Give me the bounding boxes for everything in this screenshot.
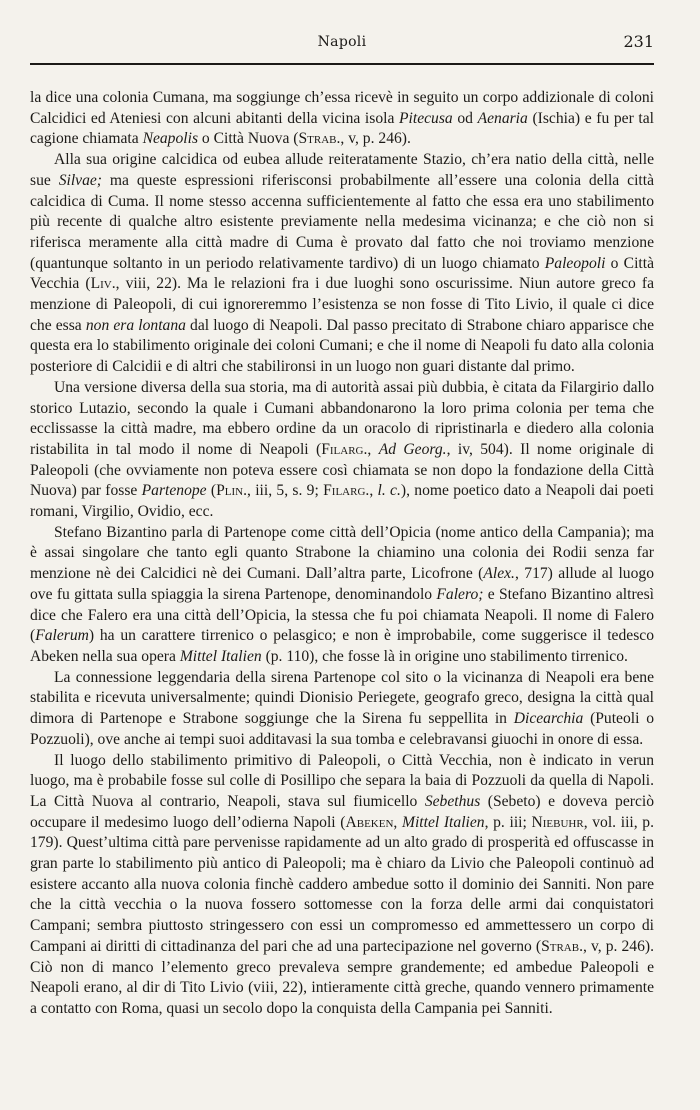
italic-text: Ad Georg.	[378, 440, 447, 458]
text-run: ,	[367, 440, 379, 458]
italic-text: l. c.	[377, 482, 401, 500]
text-run: , v, p. 246). Ciò non di manco l’elemento greco prevaleva sempre grandemente; ed ambedue Paleopoli e Neapoli erano, al dir di Tito Livio (viii, 22), intieramente città greche, quando vennero primamente a contatto con Roma, quasi un secolo dopo la conquista della Campania pei Sanniti.	[30, 937, 654, 1017]
paragraph	[30, 751, 654, 1020]
text-run: ,	[393, 813, 402, 831]
italic-text: non era lontana	[85, 316, 186, 334]
small-caps-text: Plin.	[216, 482, 248, 500]
text-run: (Ischia) e fu per tal cagione chiamata	[30, 109, 654, 148]
small-caps-text: Abeken	[345, 813, 394, 831]
body-text	[30, 88, 654, 1020]
text-run: o Città Vecchia (	[30, 254, 654, 293]
text-run: ) ha un carattere tirrenico o pelasgico; e non è improbabile, come suggerisce il tedesco Abeken nella sua opera	[30, 627, 654, 665]
small-caps-text: Strab.	[541, 937, 583, 955]
paragraph	[30, 668, 654, 751]
italic-text: Pitecusa	[399, 109, 453, 127]
italic-text: Falero;	[436, 585, 484, 603]
page-number: 231	[623, 32, 654, 51]
text-run: dal luogo di Neapoli. Dal passo precitato di Strabone chiaro apparisce che questa era lo stabilimento originale dei coloni Cumani; e che il nome di Neapoli fu dato alla colonia posteriore di Calcidii e di altri che stabilironsi in un luogo non guari distante dal primo.	[30, 316, 655, 376]
italic-text: Silvae;	[58, 171, 102, 189]
text-run: , vol. iii, p. 179). Quest’ultima città pare pervenisse rapidamente ad un alto grado di prosperità ed offuscasse in gran parte lo stabilimento più antico di Paleopoli; ma è chiaro da Livio che Paleopoli continuò ad esistere accanto alla nuova colonia finchè caddero ambedue sotto il dominio dei Sanniti. Non pare che la città vecchia o la nuova fossero sottomesse con la forza delle armi dai conquistatori Campani; sembra piuttosto stringessero con essi un compromesso ed ammettessero un corpo di Campani ai diritti di cittadinanza del pari che ad una partecipazione nel governo (	[30, 813, 654, 955]
italic-text: Aenaria	[477, 109, 528, 127]
text-run: , p. iii;	[484, 813, 532, 831]
running-title: Napoli	[317, 34, 367, 50]
italic-text: Mittel Italien	[401, 813, 485, 831]
text-run: (	[206, 482, 217, 500]
italic-text: Neapolis	[142, 130, 199, 148]
small-caps-text: Strab.	[298, 130, 341, 148]
text-run: La connessione leggendaria della sirena Partenope col sito o la vicinanza di Neapoli era bene stabilita e ricevuta universalmente; quindi Dionisio Periegete, geografo greco, designa la città qual dimora di Partenope e Strabone soggiunge che la Sirena fu seppellita in	[30, 668, 654, 728]
italic-text: Paleopoli	[544, 254, 606, 272]
text-run: , iv, 504). Il nome originale di Paleopoli (che ovviamente non poteva essere così chiamata se non dopo la fondazione della Città Nuova) par fosse	[30, 440, 655, 500]
text-run: o Città Nuova (	[198, 130, 299, 148]
header-rule	[30, 63, 654, 65]
small-caps-text: Liv.	[90, 275, 116, 293]
italic-text: Partenope	[141, 482, 207, 500]
paragraph	[30, 378, 654, 523]
text-run: ,	[369, 482, 378, 500]
text-run: (Puteoli o Pozzuoli), ove anche ai tempi suoi additavasi la sua tomba e celebravansi giuochi in onore di essa.	[30, 710, 654, 748]
italic-text: Mittel Italien	[179, 647, 262, 665]
italic-text: Falerum	[35, 627, 89, 645]
text-run: , v, p. 246).	[340, 130, 411, 148]
text-run: Alla sua origine calcidica od eubea allude reiteratamente Stazio, ch’era natio della città, nelle sue	[30, 151, 654, 189]
text-run: Il luogo dello stabilimento primitivo di Paleopoli, o Città Vecchia, non è indicato in verun luogo, ma è probabile fosse sul colle di Posillipo che separa la baia di Pozzuoli da quella di Napoli. La Città Nuova al contrario, Neapoli, stava sul fiumicello	[30, 751, 654, 810]
text-run: la dice una colonia Cumana, ma soggiunge ch’essa ricevè in seguito un corpo addizionale di coloni Calcidici ed Ateniesi con alcuni abitanti della vicina isola	[30, 89, 654, 127]
running-head	[30, 0, 654, 51]
small-caps-text: Niebuhr	[531, 813, 584, 831]
text-run: Una versione diversa della sua storia, ma di autorità assai più dubbia, è citata da Filargirio dallo storico Lutazio, secondo la quale i Cumani abbandonarono la loro prima colonia per tema che ecclissasse la città madre, ma ebbero ordine da un oracolo di ripristinarla e diedero alla colonia ristabilita in tal modo il nome di Neapoli (	[30, 378, 654, 458]
text-run: ma queste espressioni riferisconsi probabilmente all’essere una colonia della città calcidica di Cuma. Il nome stesso accenna sufficientemente al fatto che essa era uno stabilimento più recente di qualche altro esistente previamente nella medesima vicinanza; e che ciò non si riferisca meramente alla città madre di Cuma è provato dal fatto che noi troviamo menzione (quantunque soltanto in un periodo relativamente tardivo) di un luogo chiamato	[30, 171, 654, 272]
text-run: od	[452, 109, 478, 127]
text-run: e Stefano Bizantino altresì dice che Falero era una città dell’Opicia, la stessa che fu poi chiamata Neapoli. Il nome di Falero (	[30, 585, 654, 645]
text-run: ), nome poetico dato a Neapoli dai poeti romani, Virgilio, Ovidio, ecc.	[30, 482, 654, 521]
italic-text: Dicearchia	[513, 710, 584, 728]
small-caps-text: Filarg.	[321, 440, 368, 458]
paragraph	[30, 150, 654, 378]
paragraph	[30, 88, 654, 150]
text-run: (p. 110), che fosse là in origine uno stabilimento tirrenico.	[261, 647, 628, 665]
text-run: (Sebeto) e doveva perciò occupare il medesimo luogo dell’odierna Napoli (	[30, 792, 654, 831]
text-run: , iii, 5, s. 9;	[247, 482, 324, 500]
italic-text: Alex.	[483, 565, 515, 583]
text-run: , 717) allude al luogo ove fu gittata sulla spiaggia la sirena Partenope, denominandolo	[30, 565, 654, 603]
paragraph	[30, 523, 654, 668]
text-run: , viii, 22). Ma le relazioni fra i due luoghi sono oscurissime. Niun autore greco fa menzione di Paleopoli, di cui ignoreremmo l’esistenza se non fosse di Tito Livio, il quale ci dice che essa	[30, 275, 654, 334]
small-caps-text: Filarg.	[323, 482, 370, 500]
italic-text: Sebethus	[424, 792, 481, 810]
text-run: Stefano Bizantino parla di Partenope come città dell’Opicia (nome antico della Campania); ma è assai singolare che tanto egli quanto Strabone la chiamino una colonia dei Rodii senza far menzione nè dei Calcidici nè dei Cumani. Dall’altra parte, Licofrone (	[30, 523, 654, 583]
